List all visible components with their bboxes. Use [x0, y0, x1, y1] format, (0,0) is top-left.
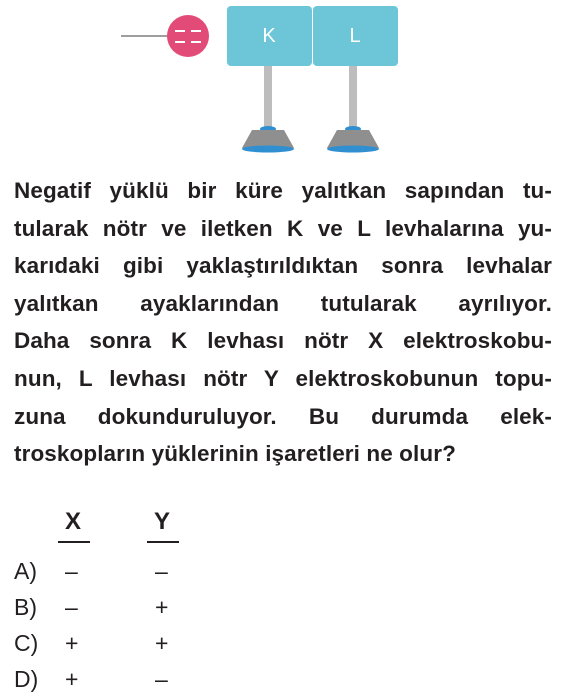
- option-x-value: +: [65, 666, 79, 692]
- option-x-value: –: [65, 594, 78, 620]
- option-label: A): [14, 558, 37, 584]
- negative-sphere: [167, 15, 209, 57]
- question-line: tularak nötr ve iletken K ve L levhalarına yu-: [14, 215, 552, 241]
- electrostatics-figure: [0, 0, 564, 165]
- option-label: D): [14, 666, 39, 692]
- question-line: troskopların yüklerinin işaretleri ne olur?: [14, 441, 456, 467]
- plate-l-label: L: [349, 25, 361, 47]
- column-header-y-underline: [147, 541, 179, 543]
- plate-k-base: [242, 126, 294, 153]
- question-text: [14, 172, 552, 473]
- option-y-value: +: [155, 594, 169, 620]
- question-line: yalıtkan ayaklarından tutularak ayrılıyor.: [14, 290, 552, 316]
- question-line: Negatif yüklü bir küre yalıtkan sapından tu-: [14, 178, 552, 203]
- option-label: B): [14, 594, 37, 620]
- column-header-x: X: [65, 508, 82, 535]
- option-x-value: –: [65, 558, 78, 584]
- option-x-value: +: [65, 630, 79, 656]
- question-line: karıdaki gibi yaklaştırıldıktan sonra levhalar: [14, 253, 552, 279]
- option-label: C): [14, 630, 39, 656]
- option-y-value: +: [155, 630, 169, 656]
- plate-l-rod: [349, 66, 357, 129]
- option-y-value: –: [155, 666, 168, 692]
- plate-k-label: K: [262, 25, 276, 47]
- option-y-value: –: [155, 558, 168, 584]
- plate-l-base: [327, 126, 379, 153]
- column-header-x-underline: [58, 541, 90, 543]
- plate-k-rod: [264, 66, 272, 129]
- question-line: Daha sonra K levhası nötr X elektroskobu-: [14, 328, 552, 354]
- question-line: nun, L levhası nötr Y elektroskobunun topu-: [14, 365, 552, 391]
- question-line: zuna dokunduruluyor. Bu durumda elek-: [14, 403, 552, 429]
- column-header-y: Y: [154, 508, 171, 535]
